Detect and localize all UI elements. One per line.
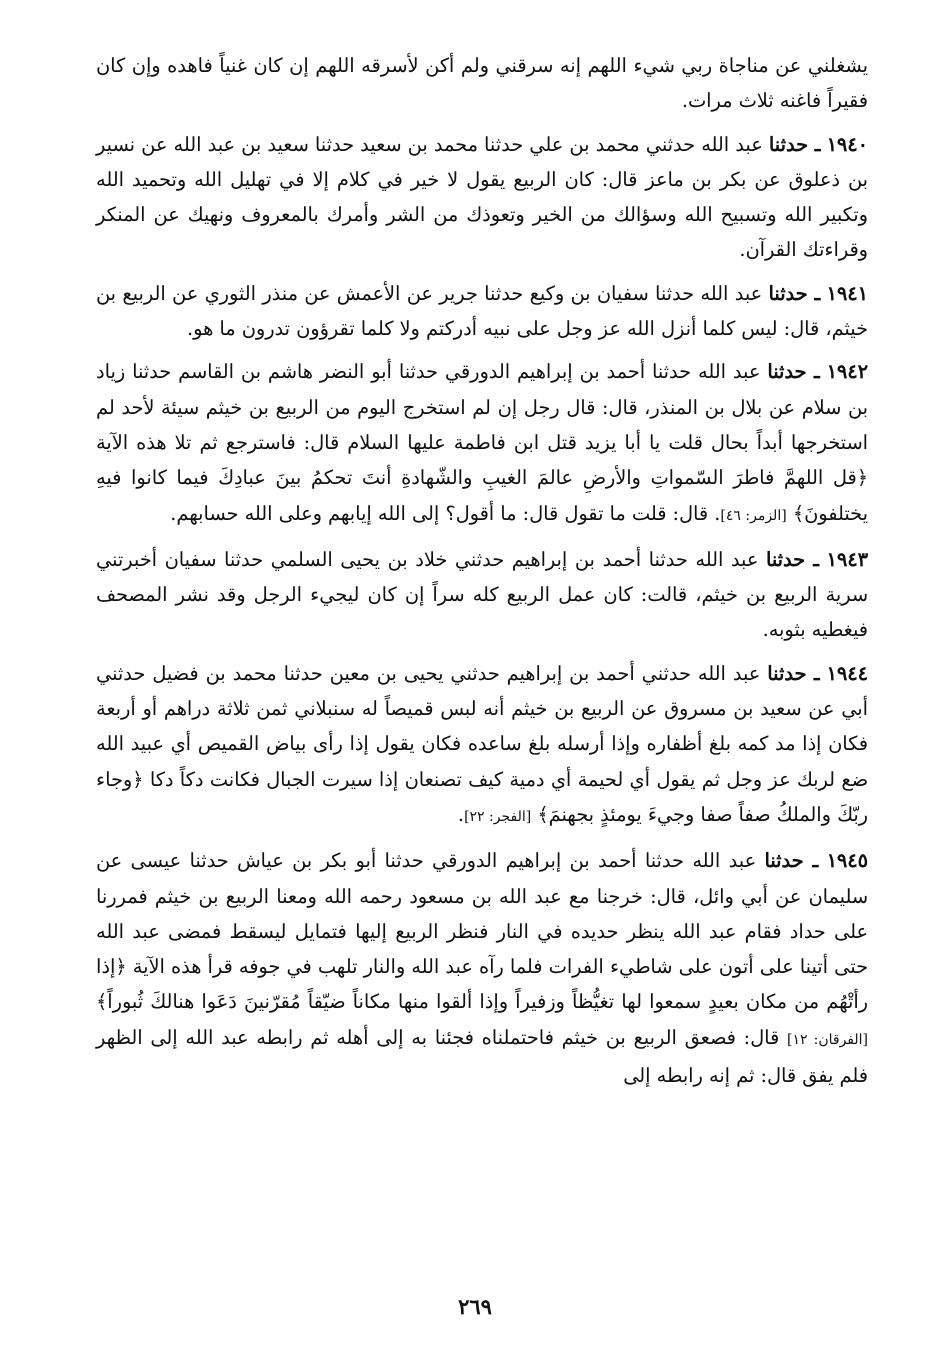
hadith-1940: ١٩٤٠ ـ حدثنا عبد الله حدثني محمد بن علي حدثنا محمد بن سعيد حدثنا سعيد بن عبد الله عن نسير بن ذعلوق عن بكر بن ماعز قال: كان الربيع يقول لا خير في كلام إلا في تهليل الله وتحميد الله وتكبير الله وتسبيح الله وسؤالك من الخير وتعوذك من الشر وأمرك بالمعروف ونهيك عن المنكر وقراءتك القرآن.: [96, 132, 868, 262]
hadith-text-after-verse: قال: فصعق الربيع بن خيثم فاحتملناه فجئنا به إلى أهله ثم رابطه عبد الله إلى الظهر فلم يفق قال: ثم إنه رابطه إلى: [96, 1025, 868, 1088]
hadith-text: عبد الله حدثني محمد بن علي حدثنا محمد بن سعيد حدثنا سعيد بن عبد الله عن نسير بن ذعلوق عن بكر بن ماعز قال: كان الربيع يقول لا خير في كلام إلا في تهليل الله وتحميد الله وتكبير الله وتسبيح الله وسؤالك من الخير وتعوذك من الشر وأمرك بالمعروف ونهيك عن المنكر وقراءتك القرآن.: [96, 132, 868, 262]
quran-verse: ﴿وجاء ربّكَ والملكُ صفاً صفا وجيءَ يومئذٍ بجهنمَ﴾: [96, 767, 868, 826]
hadith-lead-word: حدثنا: [768, 132, 809, 156]
hadith-number: ١٩٤٤: [826, 661, 868, 685]
page-body: [96, 48, 868, 1093]
verse-reference: [الزمر: ٤٦]: [720, 507, 787, 524]
verse-reference: [الفجر: ٢٢]: [464, 808, 532, 825]
hadith-number: ١٩٤٣: [826, 547, 868, 571]
paragraph-text: يشغلني عن مناجاة ربي شيء اللهم إنه سرقني ولم أكن لأسرقه اللهم إن كان غنياً فاهده وإن كان فقيراً فاغنه ثلاث مرات.: [96, 54, 868, 113]
quran-verse: ﴿إذا رأتْهُم من مكان بعيدٍ سمعوا لها تغيُّظاً وزفيراً وإذا ألقوا منها مكاناً ضيّقاً مُقرّنينَ دَعَوا هنالكَ ثُبوراً﴾: [96, 955, 868, 1014]
hadith-number: ١٩٤٢: [826, 360, 868, 384]
hadith-lead-word: حدثنا: [767, 360, 807, 384]
hadith-lead-word: حدثنا: [765, 547, 806, 571]
hadith-1943: ١٩٤٣ ـ حدثنا عبد الله حدثنا أحمد بن إبراهيم حدثني خلاد بن يحيى السلمي حدثنا سفيان أخبرتني سرية الربيع بن خيثم، قالت: كان عمل الربيع كله سراً إن كان ليجيء الرجل وقد نشر المصحف فيغطيه بثوبه.: [96, 547, 868, 642]
hadith-number: ١٩٤٠: [826, 132, 868, 156]
hadith-text: عبد الله حدثنا سفيان بن وكيع حدثنا جرير عن الأعمش عن منذر الثوري عن الربيع بن خيثم، قال: ليس كلما أنزل الله عز وجل على نبيه أدركتم ولا كلما تقرؤون تدرون ما هو.: [96, 281, 868, 341]
quran-verse: ﴿قل اللهمَّ فاطرَ السّمواتِ والأرضِ عالمَ الغيبِ والشّهادةِ أنتَ تحكمُ بينَ عبادِكَ فيما كانوا فيهِ يختلفونَ﴾: [96, 466, 868, 525]
hadith-number: ١٩٤١: [826, 281, 868, 305]
continued-paragraph: [96, 48, 868, 119]
hadith-1944: ١٩٤٤ ـ حدثنا عبد الله حدثني أحمد بن إبراهيم حدثني يحيى بن معين حدثنا محمد بن فضيل حدثني أبي عن سعيد بن مسروق عن الربيع بن خيثم أنه لبس قميصاً له سنبلاني ثمن ثلاثة دراهم أو أربعة فكان إذا مد كمه بلغ أظفاره وإذا أرسله بلغ ساعده فكان يقول إذا رأى بياض القميص أي عبيد الله ضع لربك عز وجل ثم يقول أي لحيمة أي دمية كيف تصنعان إذا سيرت الجبال فكانت دكاً دكا ﴿وجاء ربّكَ والملكُ صفاً صفا وجيءَ يومئذٍ بجهنمَ﴾ [الفجر: ٢٢].: [96, 661, 868, 826]
hadith-number: ١٩٤٥: [826, 849, 868, 873]
hadith-lead-word: حدثنا: [768, 281, 808, 305]
hadith-text: عبد الله حدثنا أحمد بن إبراهيم حدثني خلاد بن يحيى السلمي حدثنا سفيان أخبرتني سرية الربيع بن خيثم، قالت: كان عمل الربيع كله سراً إن كان ليجيء الرجل وقد نشر المصحف فيغطيه بثوبه.: [96, 547, 868, 642]
verse-reference: [الفرقان: ١٢]: [787, 1031, 868, 1048]
hadith-lead-word: حدثنا: [767, 661, 807, 685]
hadith-1945: ١٩٤٥ ـ حدثنا عبد الله حدثنا أحمد بن إبراهيم الدورقي حدثنا أبو بكر بن عياش حدثنا عيسى عن سليمان عن أبي وائل، قال: خرجنا مع عبد الله بن مسعود رحمه الله ومعنا الربيع بن خيثم فمررنا على حداد فقام عبد الله ينظر حديده في النار فنظر الربيع إليها فتمايل ليسقط فمضى عبد الله حتى أتينا على أتون على شاطيء الفرات فلما رآه عبد الله والنار تلهب في جوفه قرأ هذه الآية ﴿إذا رأتْهُم من مكان بعيدٍ سمعوا لها تغيُّظاً وزفيراً وإذا ألقوا منها مكاناً ضيّقاً مُقرّنينَ دَعَوا هنالكَ ثُبوراً﴾ [الفرقان: ١٢] قال: فصعق الربيع بن خيثم فاحتملناه فجئنا به إلى أهله ثم رابطه عبد الله إلى الظهر فلم يفق قال: ثم إنه رابطه إلى: [96, 849, 868, 1088]
hadith-text-after-verse: .: [457, 802, 465, 826]
page-number: ٢٦٩: [458, 1294, 492, 1319]
hadith-1942: ١٩٤٢ ـ حدثنا عبد الله حدثنا أحمد بن إبراهيم الدورقي حدثنا أبو النضر هاشم بن القاسم حدثنا زياد بن سلام عن بلال بن المنذر، قال: قال رجل إن لم استخرج اليوم من الربيع بن خيثم سيئة لأحد لم استخرجها أبداً بحال قلت يا أبا يزيد قتل ابن فاطمة عليها السلام قال: فاسترجع ثم تلا هذه الآية ﴿قل اللهمَّ فاطرَ السّمواتِ والأرضِ عالمَ الغيبِ والشّهادةِ أنتَ تحكمُ بينَ عبادِكَ فيما كانوا فيهِ يختلفونَ﴾ [الزمر: ٤٦]. قال: قلت ما تقول قال: ما أقول؟ إلى الله إيابهم وعلى الله حسابهم.: [96, 360, 868, 525]
hadith-1941: ١٩٤١ ـ حدثنا عبد الله حدثنا سفيان بن وكيع حدثنا جرير عن الأعمش عن منذر الثوري عن الربيع بن خيثم، قال: ليس كلما أنزل الله عز وجل على نبيه أدركتم ولا كلما تقرؤون تدرون ما هو.: [96, 281, 868, 341]
hadith-lead-word: حدثنا: [764, 849, 804, 873]
hadith-text-after-verse: . قال: قلت ما تقول قال: ما أقول؟ إلى الله إيابهم وعلى الله حسابهم.: [170, 501, 721, 525]
hadith-text: عبد الله حدثنا أحمد بن إبراهيم الدورقي حدثنا أبو بكر بن عياش حدثنا عيسى عن سليمان عن أبي وائل، قال: خرجنا مع عبد الله بن مسعود رحمه الله ومعنا الربيع بن خيثم فمررنا على حداد فقام عبد الله ينظر حديده في النار فنظر الربيع إليها فتمايل ليسقط فمضى عبد الله حتى أتينا على أتون على شاطيء الفرات فلما رآه عبد الله والنار تلهب في جوفه قرأ هذه الآية: [96, 849, 868, 979]
hadith-text: عبد الله حدثني أحمد بن إبراهيم حدثني يحيى بن معين حدثنا محمد بن فضيل حدثني أبي عن سعيد بن مسروق عن الربيع بن خيثم أنه لبس قميصاً له سنبلاني ثمن ثلاثة دراهم أو أربعة فكان إذا مد كمه بلغ أظفاره وإذا أرسله بلغ ساعده فكان يقول إذا رأى بياض القميص أي عبيد الله ضع لربك عز وجل ثم يقول أي لحيمة أي دمية كيف تصنعان إذا سيرت الجبال فكانت دكاً دكا: [96, 661, 868, 791]
hadith-text: عبد الله حدثنا أحمد بن إبراهيم الدورقي حدثنا أبو النضر هاشم بن القاسم حدثنا زياد بن سلام عن بلال بن المنذر، قال: قال رجل إن لم استخرج اليوم من الربيع بن خيثم سيئة لأحد لم استخرجها أبداً بحال قلت يا أبا يزيد قتل ابن فاطمة عليها السلام قال: فاسترجع ثم تلا هذه الآية: [96, 360, 868, 454]
